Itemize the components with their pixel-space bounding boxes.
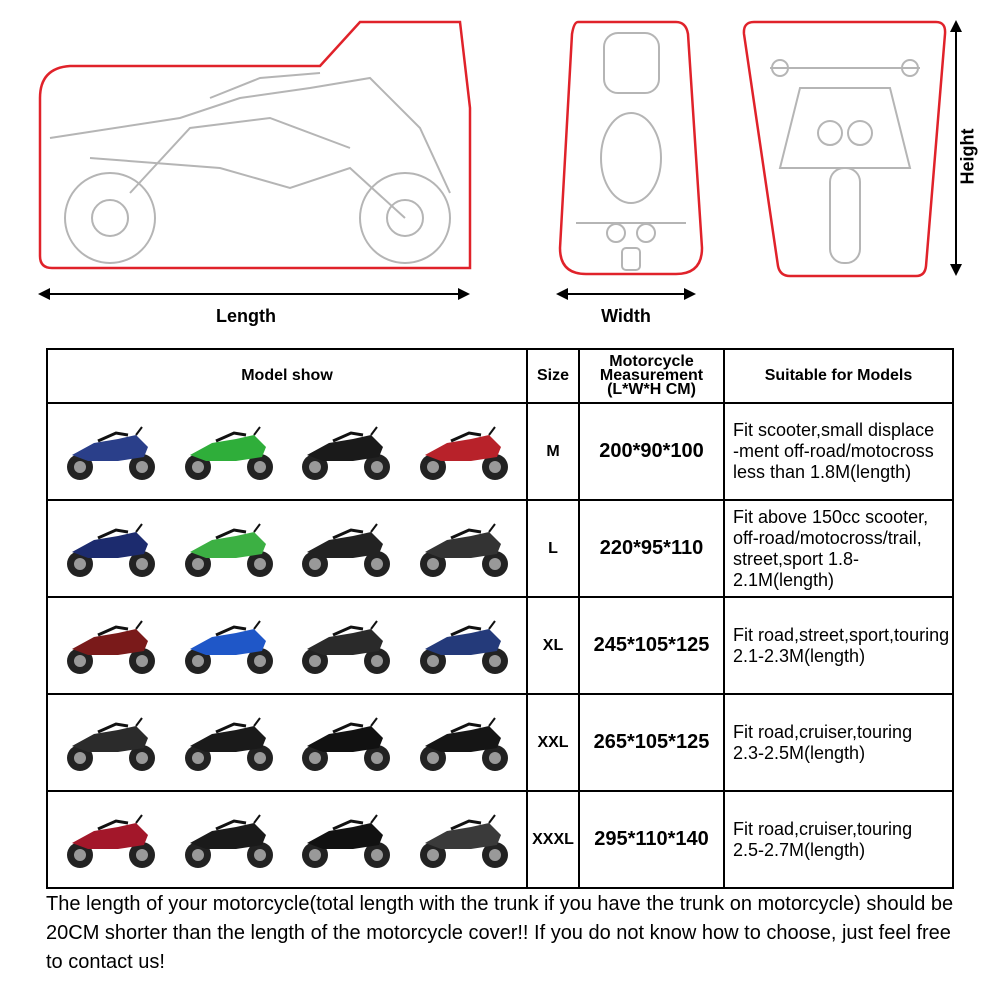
- motorcycle-photo: [58, 421, 163, 483]
- suitable-line: Fit road,street,sport,touring: [733, 624, 950, 645]
- top-view-cover-outline: [556, 18, 706, 280]
- motorcycle-photo: [293, 421, 398, 483]
- measurement-cell: 295*110*140: [579, 791, 724, 888]
- header-suitable-models: Suitable for Models: [724, 349, 953, 403]
- size-cell: M: [527, 403, 579, 500]
- side-view-diagram: [30, 18, 500, 280]
- front-view-cover-outline: [740, 18, 950, 280]
- height-label: Height: [957, 128, 978, 185]
- motorcycle-photo: [58, 809, 163, 871]
- model-show-cell: [47, 597, 527, 694]
- motorcycle-photo: [411, 615, 516, 677]
- motorcycle-photo: [293, 809, 398, 871]
- motorcycle-photo: [58, 712, 163, 774]
- front-view-diagram: [740, 18, 950, 280]
- measurement-cell: 220*95*110: [579, 500, 724, 597]
- suitable-line: Fit scooter,small displace: [733, 420, 935, 440]
- suitable-line: 2.3-2.5M(length): [733, 742, 866, 763]
- suitable-line: Fit road,cruiser,touring: [733, 818, 913, 839]
- measurement-cell: 245*105*125: [579, 597, 724, 694]
- model-show-cell: [47, 791, 527, 888]
- side-view-cover-outline: [30, 18, 500, 280]
- table-row: [47, 500, 953, 597]
- motorcycle-photo: [293, 615, 398, 677]
- width-arrow: [556, 286, 696, 302]
- model-show-cell: [47, 403, 527, 500]
- length-label: Length: [216, 306, 276, 326]
- size-cell: XXXL: [527, 791, 579, 888]
- motorcycle-photo: [176, 518, 281, 580]
- motorcycle-photo: [176, 615, 281, 677]
- motorcycle-photo: [176, 712, 281, 774]
- motorcycle-photo: [411, 518, 516, 580]
- suitable-line: less than 1.8M(length): [733, 462, 912, 482]
- size-cell: XXL: [527, 694, 579, 791]
- size-cell: XL: [527, 597, 579, 694]
- suitable-line: Fit road,cruiser,touring: [733, 721, 913, 742]
- top-view-diagram: [556, 18, 706, 280]
- motorcycle-photo: [58, 615, 163, 677]
- size-table: [46, 348, 954, 889]
- suitable-models-cell: [724, 694, 953, 791]
- motorcycle-photo: [176, 421, 281, 483]
- header-measurement: Motorcycle Measurement (L*W*H CM): [579, 349, 724, 403]
- table-header-row: [47, 349, 953, 403]
- motorcycle-photo: [293, 518, 398, 580]
- measurement-cell: 200*90*100: [579, 403, 724, 500]
- motorcycle-photo: [176, 809, 281, 871]
- suitable-line: off-road/motocross/trail,: [733, 527, 922, 548]
- suitable-models-cell: [724, 500, 953, 597]
- suitable-models-cell: [724, 403, 953, 500]
- table-row: [47, 791, 953, 888]
- motorcycle-photo: [58, 518, 163, 580]
- table-row: [47, 597, 953, 694]
- motorcycle-photo: [411, 809, 516, 871]
- motorcycle-photo: [411, 712, 516, 774]
- suitable-line: -ment off-road/motocross: [733, 441, 934, 461]
- motorcycle-photo: [293, 712, 398, 774]
- table-row: [47, 403, 953, 500]
- suitable-line: Fit above 150cc scooter,: [733, 506, 929, 527]
- motorcycle-photo: [411, 421, 516, 483]
- header-model-show: Model show: [47, 349, 527, 403]
- suitable-line: 2.5-2.7M(length): [733, 839, 866, 860]
- model-show-cell: [47, 694, 527, 791]
- suitable-line: street,sport 1.8-2.1M(length): [733, 548, 860, 590]
- model-show-cell: [47, 500, 527, 597]
- suitable-models-cell: [724, 597, 953, 694]
- suitable-models-cell: [724, 791, 953, 888]
- length-arrow: [38, 286, 470, 302]
- sizing-note: The length of your motorcycle(total length with the trunk if you have the trunk on motorcycle) should be 20CM shorter than the length of the motorcycle cover!! If you do not know how to choose, just feel free to contact us!: [46, 893, 954, 973]
- suitable-line: 2.1-2.3M(length): [733, 645, 866, 666]
- measurement-cell: 265*105*125: [579, 694, 724, 791]
- size-cell: L: [527, 500, 579, 597]
- header-size: Size: [527, 349, 579, 403]
- width-label: Width: [601, 306, 651, 326]
- table-row: [47, 694, 953, 791]
